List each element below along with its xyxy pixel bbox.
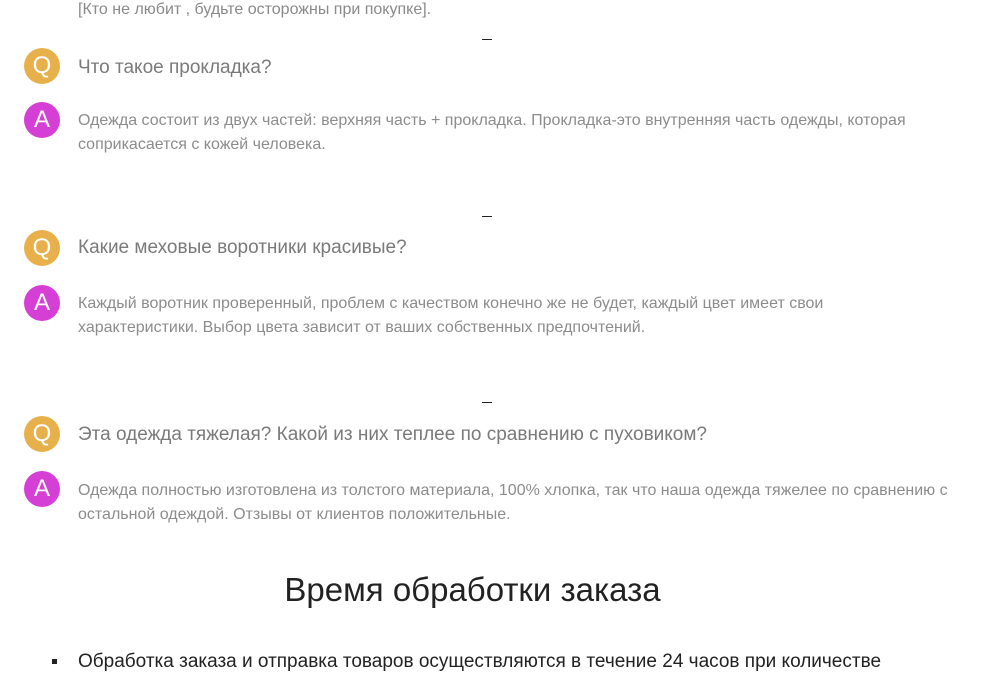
answer-badge: A bbox=[24, 285, 60, 321]
bullet-icon bbox=[52, 659, 57, 664]
top-note: [Кто не любит , будьте осторожны при покупке]. bbox=[78, 1, 432, 18]
faq-answer-2: Каждый воротник проверенный, проблем с качеством конечно же не будет, каждый цвет имеет свои характеристики. Выбор цвета зависит от ваших собственных предпочтений. bbox=[78, 295, 824, 336]
faq-answer-1: Одежда состоит из двух частей: верхняя часть + прокладка. Прокладка-это внутренняя часть одежды, которая соприкасается с кожей человека. bbox=[78, 112, 906, 153]
bullet-item: Обработка заказа и отправка товаров осуществляются в течение 24 часов при количестве bbox=[78, 651, 882, 672]
faq-question-3: Эта одежда тяжелая? Какой из них теплее по сравнению с пуховиком? bbox=[78, 424, 708, 445]
answer-badge: A bbox=[24, 471, 60, 507]
faq-question-1: Что такое прокладка? bbox=[78, 57, 272, 78]
divider bbox=[482, 39, 492, 40]
divider bbox=[482, 216, 492, 217]
question-badge: Q bbox=[24, 48, 60, 84]
section-heading: Время обработки заказа bbox=[284, 571, 661, 608]
answer-badge: A bbox=[24, 102, 60, 138]
question-badge: Q bbox=[24, 416, 60, 452]
faq-answer-3: Одежда полностью изготовлена из толстого материала, 100% хлопка, так что наша одежда тяжелее по сравнению с остальной одеждой. Отзывы от клиентов положительные. bbox=[78, 482, 948, 523]
divider bbox=[482, 402, 492, 403]
question-badge: Q bbox=[24, 230, 60, 266]
faq-question-2: Какие меховые воротники красивые? bbox=[78, 237, 407, 258]
